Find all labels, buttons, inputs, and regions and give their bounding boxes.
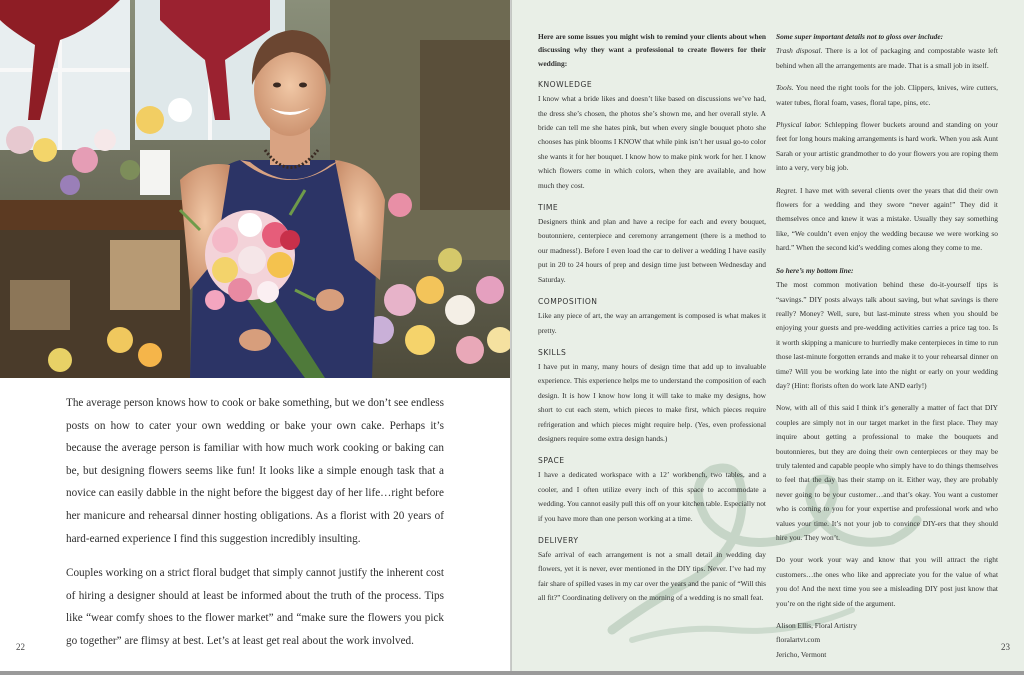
section-text: I know what a bride likes and doesn’t like based on discussions we’ve had, the dress she’s chosen, the photos she’s shown me, and her overall style. A bride can tell me she hates pink, but when every single bouquet photo she chooses has pink blooms I KNOW that while pink isn’t her usual go-to color she wants it for her bouquet. I know how to make pink work for her. I know which flowers come in which colors, when they are available, and how much they cost. bbox=[538, 94, 766, 190]
detail-item bbox=[776, 184, 998, 256]
section-text: Designers think and plan and have a recipe for each and every bouquet, boutonniere, centerpiece and ceremony arrangement (there is a method to our madness!). Before I even load the car to deliver a wedding I have easily put in 20 to 24 hours of prep and design time just between Wednesday and Saturday. bbox=[538, 217, 766, 284]
right-column-1 bbox=[538, 30, 766, 606]
left-paragraph: The average person knows how to cook or bake something, but we don’t see endless posts on how to cater your own wedding or bake your own cake. Perhaps it’s because the average person is familiar with how much work cooking or baking can be, but designing flowers seems like fun! It looks like a simple enough task that a novice can easily dabble in the night before the biggest day of her life…right before her manicure and rehearsal dinner hosting obligations. As a florist with 20 years of hard-earned experience I find this suggestion incredibly insulting. bbox=[66, 397, 444, 545]
section-text: I have put in many, many hours of design time that add up to invaluable experience. This experience helps me to understand the composition of each design. It is how I know how long it will take to make my designs, how short to cut each stem, which pieces to make first, which pieces require refrigeration and which pieces might require help. (Yes, even professional designers require some extra design hands.) bbox=[538, 361, 766, 443]
right-page bbox=[512, 0, 1024, 671]
detail-item bbox=[776, 118, 998, 176]
left-page bbox=[0, 0, 512, 671]
section-heading: SKILLS bbox=[538, 347, 567, 357]
left-paragraph: Couples working on a strict floral budget that simply cannot justify the inherent cost of hiring a designer should at least be informed about the truth of the process. Tips like “wear comfy shoes to the flower market” and “make sure the flowers you pick go together” are flimsy at best. Let’s at least get real about the work involved. bbox=[66, 567, 444, 647]
detail-label: Regret. bbox=[776, 185, 798, 195]
section-heading: KNOWLEDGE bbox=[538, 80, 593, 90]
signature-website: floralartvt.com bbox=[776, 635, 821, 645]
bottom-line-heading: So here’s my bottom line: bbox=[776, 265, 854, 275]
signature-block bbox=[776, 619, 998, 662]
section-text: Safe arrival of each arrangement is not a small detail in wedding day flowers, yet it is never, ever mentioned in the DIY tips. Never. I’ve had my fair share of spilled vases in my car over the years and the panic of “Will this all fit?” Coordinating delivery on the morning of a wedding is no small feat. bbox=[538, 549, 766, 603]
bottom-paragraph: The most common motivation behind these do-it-yourself tips is “savings.” DIY posts always talk about saving, but what savings is there really? Money? Well, sure, but last-minute stress when you should be enjoying your guests and pre-wedding activities carries a price tag too. Is it worth skipping a manicure to hurriedly make centerpieces in time to run those last-minute forgotten errands and make it to your rehearsal dinner on time? Will you be working late into the night or early on your wedding day? (Hint: florists often do work late AND early!) bbox=[776, 280, 998, 390]
detail-text: Schlepping flower buckets around and standing on your feet for long hours making arrangements is hard work. When you ask Aunt Sarah or your artistic grandmother to do your flowers you are roping them into a very, very big job. bbox=[776, 120, 998, 173]
detail-item bbox=[776, 81, 998, 110]
section-heading: COMPOSITION bbox=[538, 297, 598, 307]
detail-label: Physical labor. bbox=[776, 120, 822, 130]
signature-name: Alison Ellis, Floral Artistry bbox=[776, 621, 857, 631]
florist-photo bbox=[0, 0, 512, 378]
section-text: I have a dedicated workspace with a 12’ workbench, two tables, and a cooler, and I often utilize every inch of this space to accommodate a wedding. You cannot easily pull this off on your kitchen table. Especially not if you have more than one person working at a time. bbox=[538, 470, 766, 523]
left-body-copy bbox=[66, 392, 444, 653]
intro-text: Here are some issues you might wish to remind your clients about when discussing why they want a professional to create flowers for their wedding: bbox=[538, 32, 766, 68]
section-heading: SPACE bbox=[538, 456, 565, 466]
page-number-right: 23 bbox=[1001, 642, 1010, 652]
florist-photo-illustration bbox=[0, 0, 512, 378]
page-number-left: 22 bbox=[16, 642, 25, 652]
detail-label: Trash disposal. bbox=[776, 46, 823, 56]
detail-label: Tools. bbox=[776, 83, 794, 93]
section-heading: DELIVERY bbox=[538, 535, 579, 545]
section-heading: TIME bbox=[538, 203, 559, 213]
detail-text: There is a lot of packaging and compostable waste left behind when all the arrangements are made. That is a small job in itself. bbox=[776, 46, 998, 70]
bottom-paragraph: Do your work your way and know that you will attract the right customers…the ones who like and appreciate you for the value of what you do! And the next time you see a misleading DIY post just know that you’re on the right side of the argument. bbox=[776, 555, 998, 608]
right-column-2 bbox=[776, 30, 998, 662]
signature-location: Jericho, Vermont bbox=[776, 649, 827, 659]
bottom-paragraph: Now, with all of this said I think it’s generally a matter of fact that DIY couples are simply not in our target market in the first place. They may inquire about getting a professional to make the bouquets and boutonnieres, but they are doing their own centerpieces or they may be truly talented and capable people who simply have to do things themselves to feel that the day has their stamp on it. Either way, they are probably never going to be your customer…and that’s okay. You want a customer who is coming to you for your expertise and professional work and who values your time. It’s not your job to convince DIY-ers that they should hire you. They won’t. bbox=[776, 403, 998, 542]
viewer-bottom-edge bbox=[0, 671, 1024, 675]
details-heading: Some super important details not to gloss over include: bbox=[776, 32, 944, 41]
section-text: Like any piece of art, the way an arrangement is composed is what makes it pretty. bbox=[538, 311, 766, 335]
detail-text: You need the right tools for the job. Clippers, knives, wire cutters, water tubes, floral foam, vases, floral tape, pins, etc. bbox=[776, 83, 998, 107]
detail-text: I have met with several clients over the years that did their own flowers for a wedding and they swore “never again!” They did it themselves once and knew it was a mistake. Usually they say something like, “We couldn’t even enjoy the wedding because we were working so hard.” When the second kid’s wedding comes along they come to me. bbox=[776, 185, 998, 253]
detail-item bbox=[776, 44, 998, 73]
